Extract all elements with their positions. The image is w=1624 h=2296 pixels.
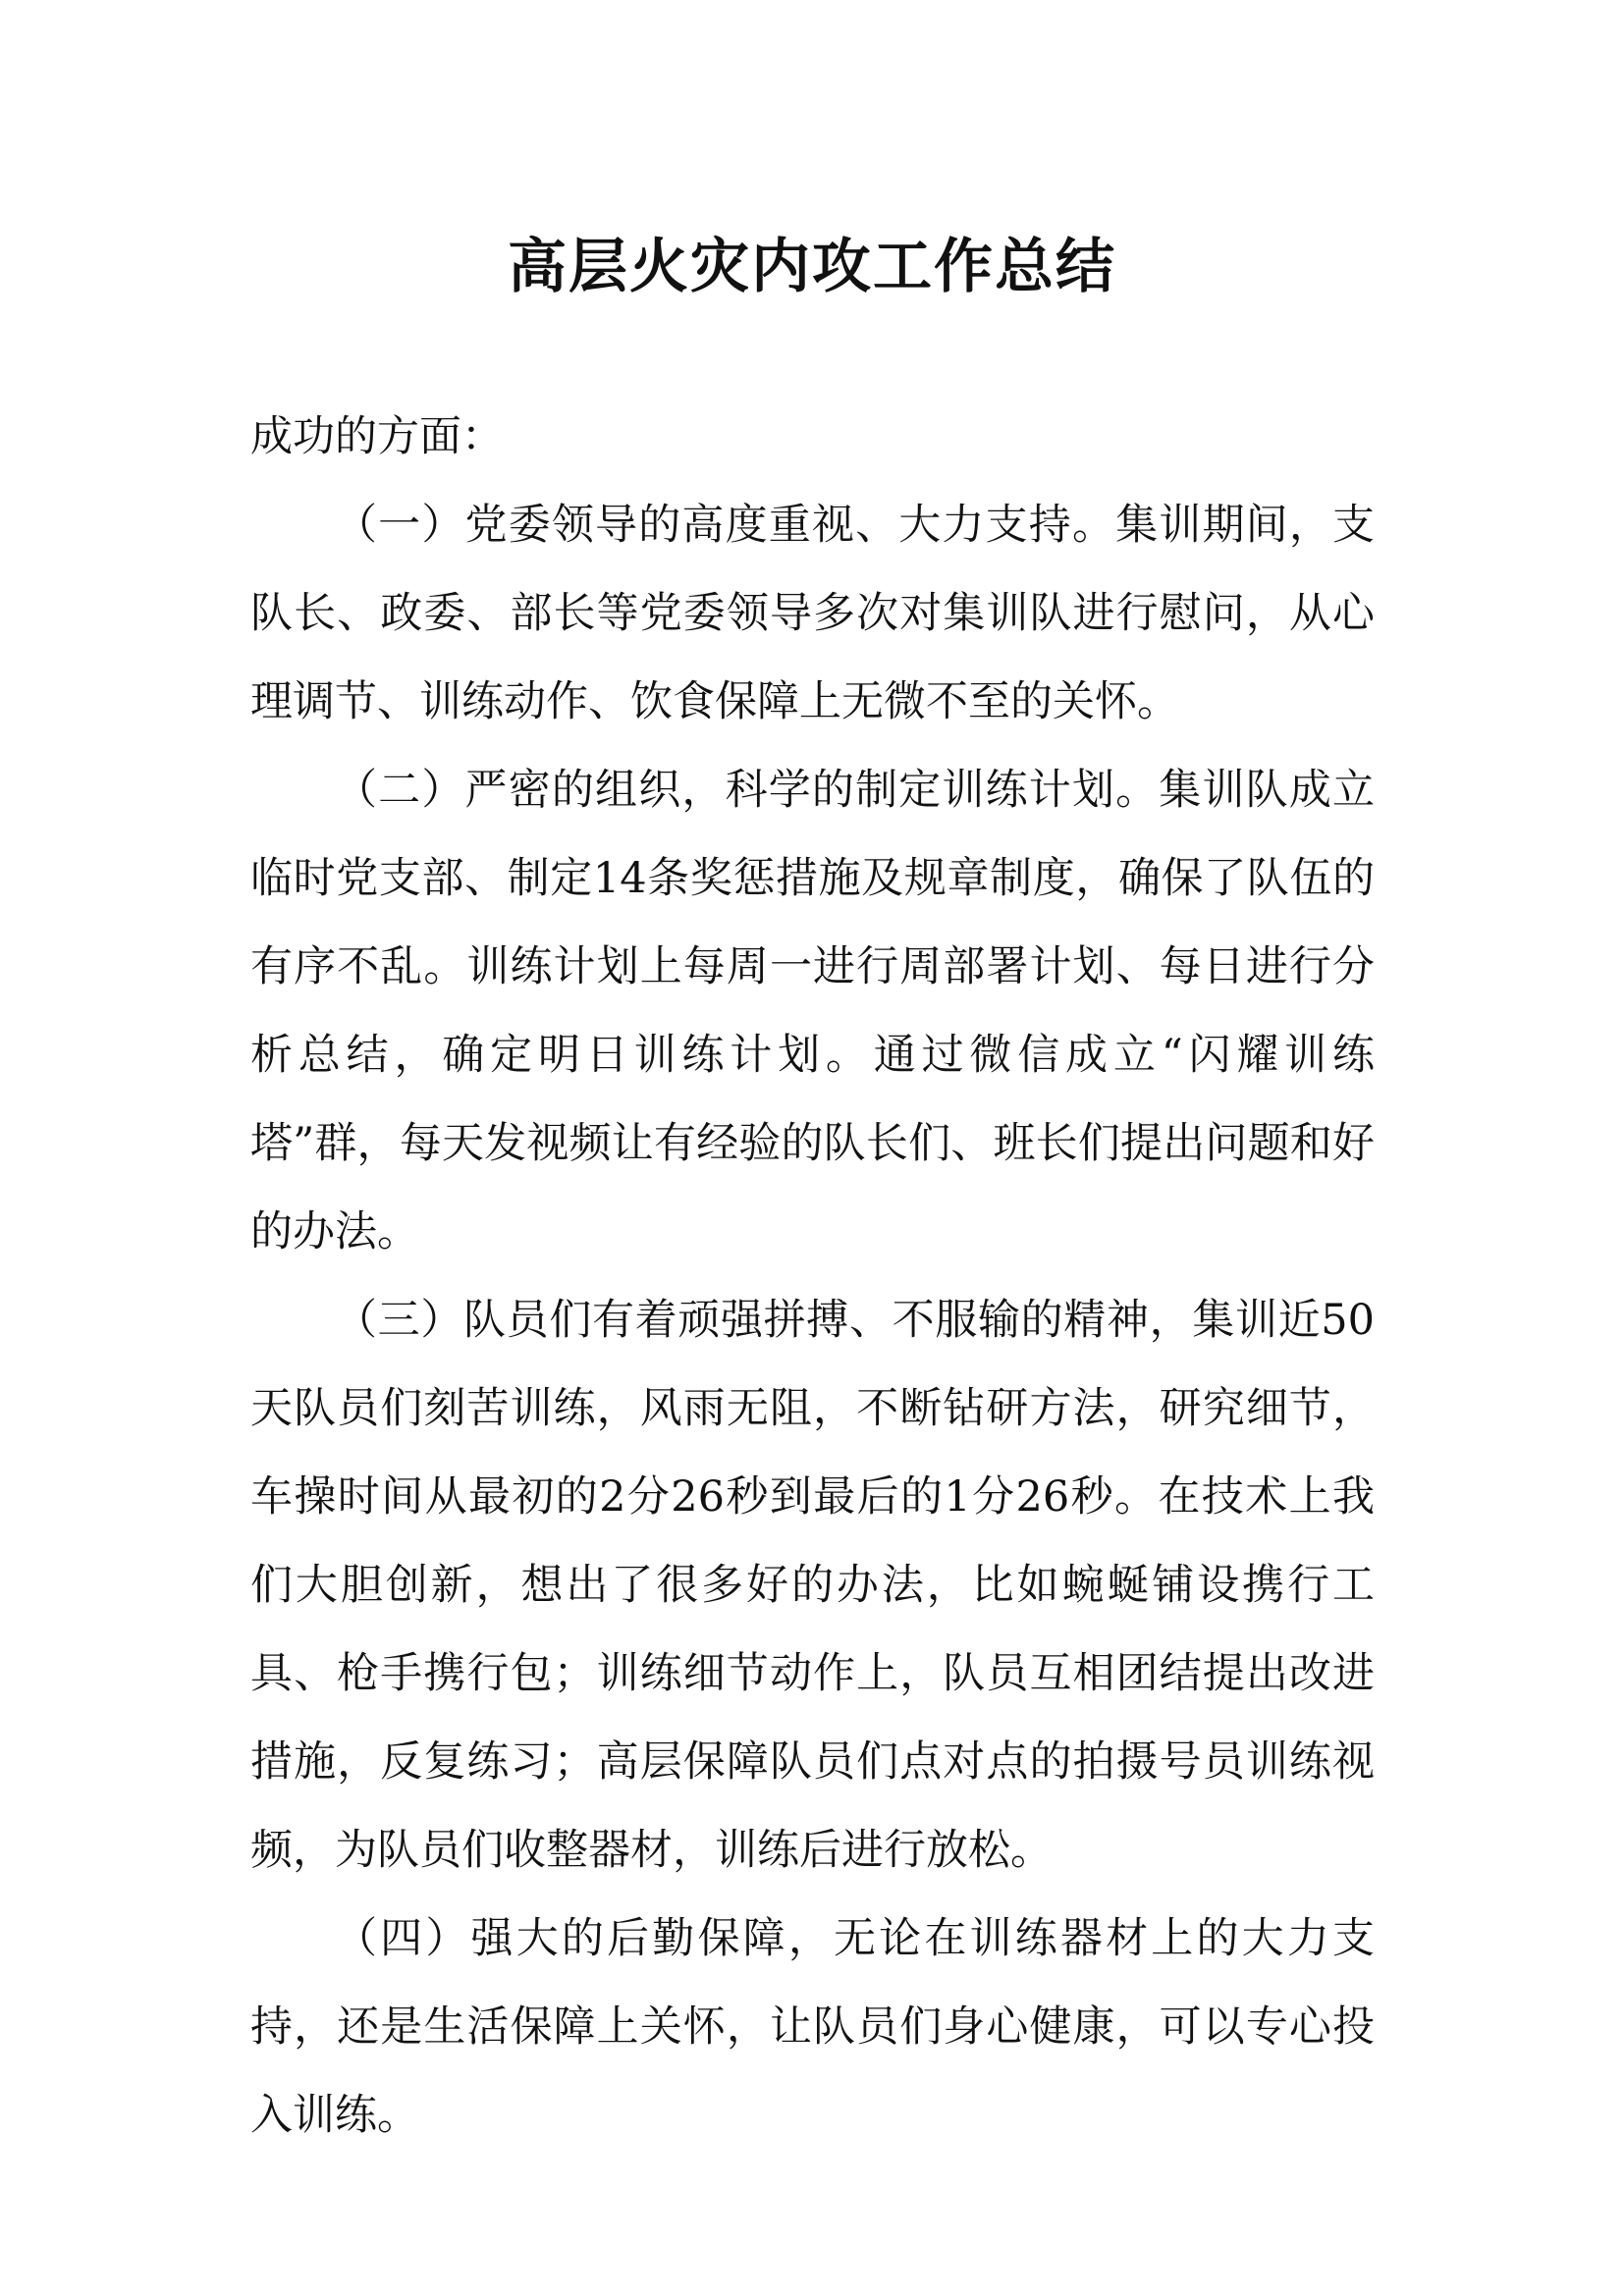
paragraph-1: （一）党委领导的高度重视、大力支持。集训期间，支队长、政委、部长等党委领导多次对集训队进行慰问，从心理调节、训练动作、饮食保障上无微不至的关怀。 [250, 501, 1375, 726]
document-body [250, 393, 1375, 2160]
document-title: 高层火灾内攻工作总结 [508, 233, 1116, 301]
paragraph-2: （二）严密的组织，科学的制定训练计划。集训队成立临时党支部、制定14条奖惩措施及规章制度，确保了队伍的有序不乱。训练计划上每周一进行周部署计划、每日进行分析总结，确定明日训练计划。通过微信成立“闪耀训练塔”群，每天发视频让有经验的队长们、班长们提出问题和好的办法。 [250, 766, 1375, 1256]
paragraph-4: （四）强大的后勤保障，无论在训练器材上的大力支持，还是生活保障上关怀，让队员们身心健康，可以专心投入训练。 [250, 1914, 1375, 2140]
intro-line: 成功的方面： [250, 412, 504, 461]
paragraph-3: （三）队员们有着顽强拼搏、不服输的精神，集训近50天队员们刻苦训练，风雨无阻，不断钻研方法，研究细节，车操时间从最初的2分26秒到最后的1分26秒。在技术上我们大胆创新，想出了很多好的办法，比如蜿蜒铺设携行工具、枪手携行包；训练细节动作上，队员互相团结提出改进措施，反复练习；高层保障队员们点对点的拍摄号员训练视频，为队员们收整器材，训练后进行放松。 [250, 1296, 1375, 1875]
